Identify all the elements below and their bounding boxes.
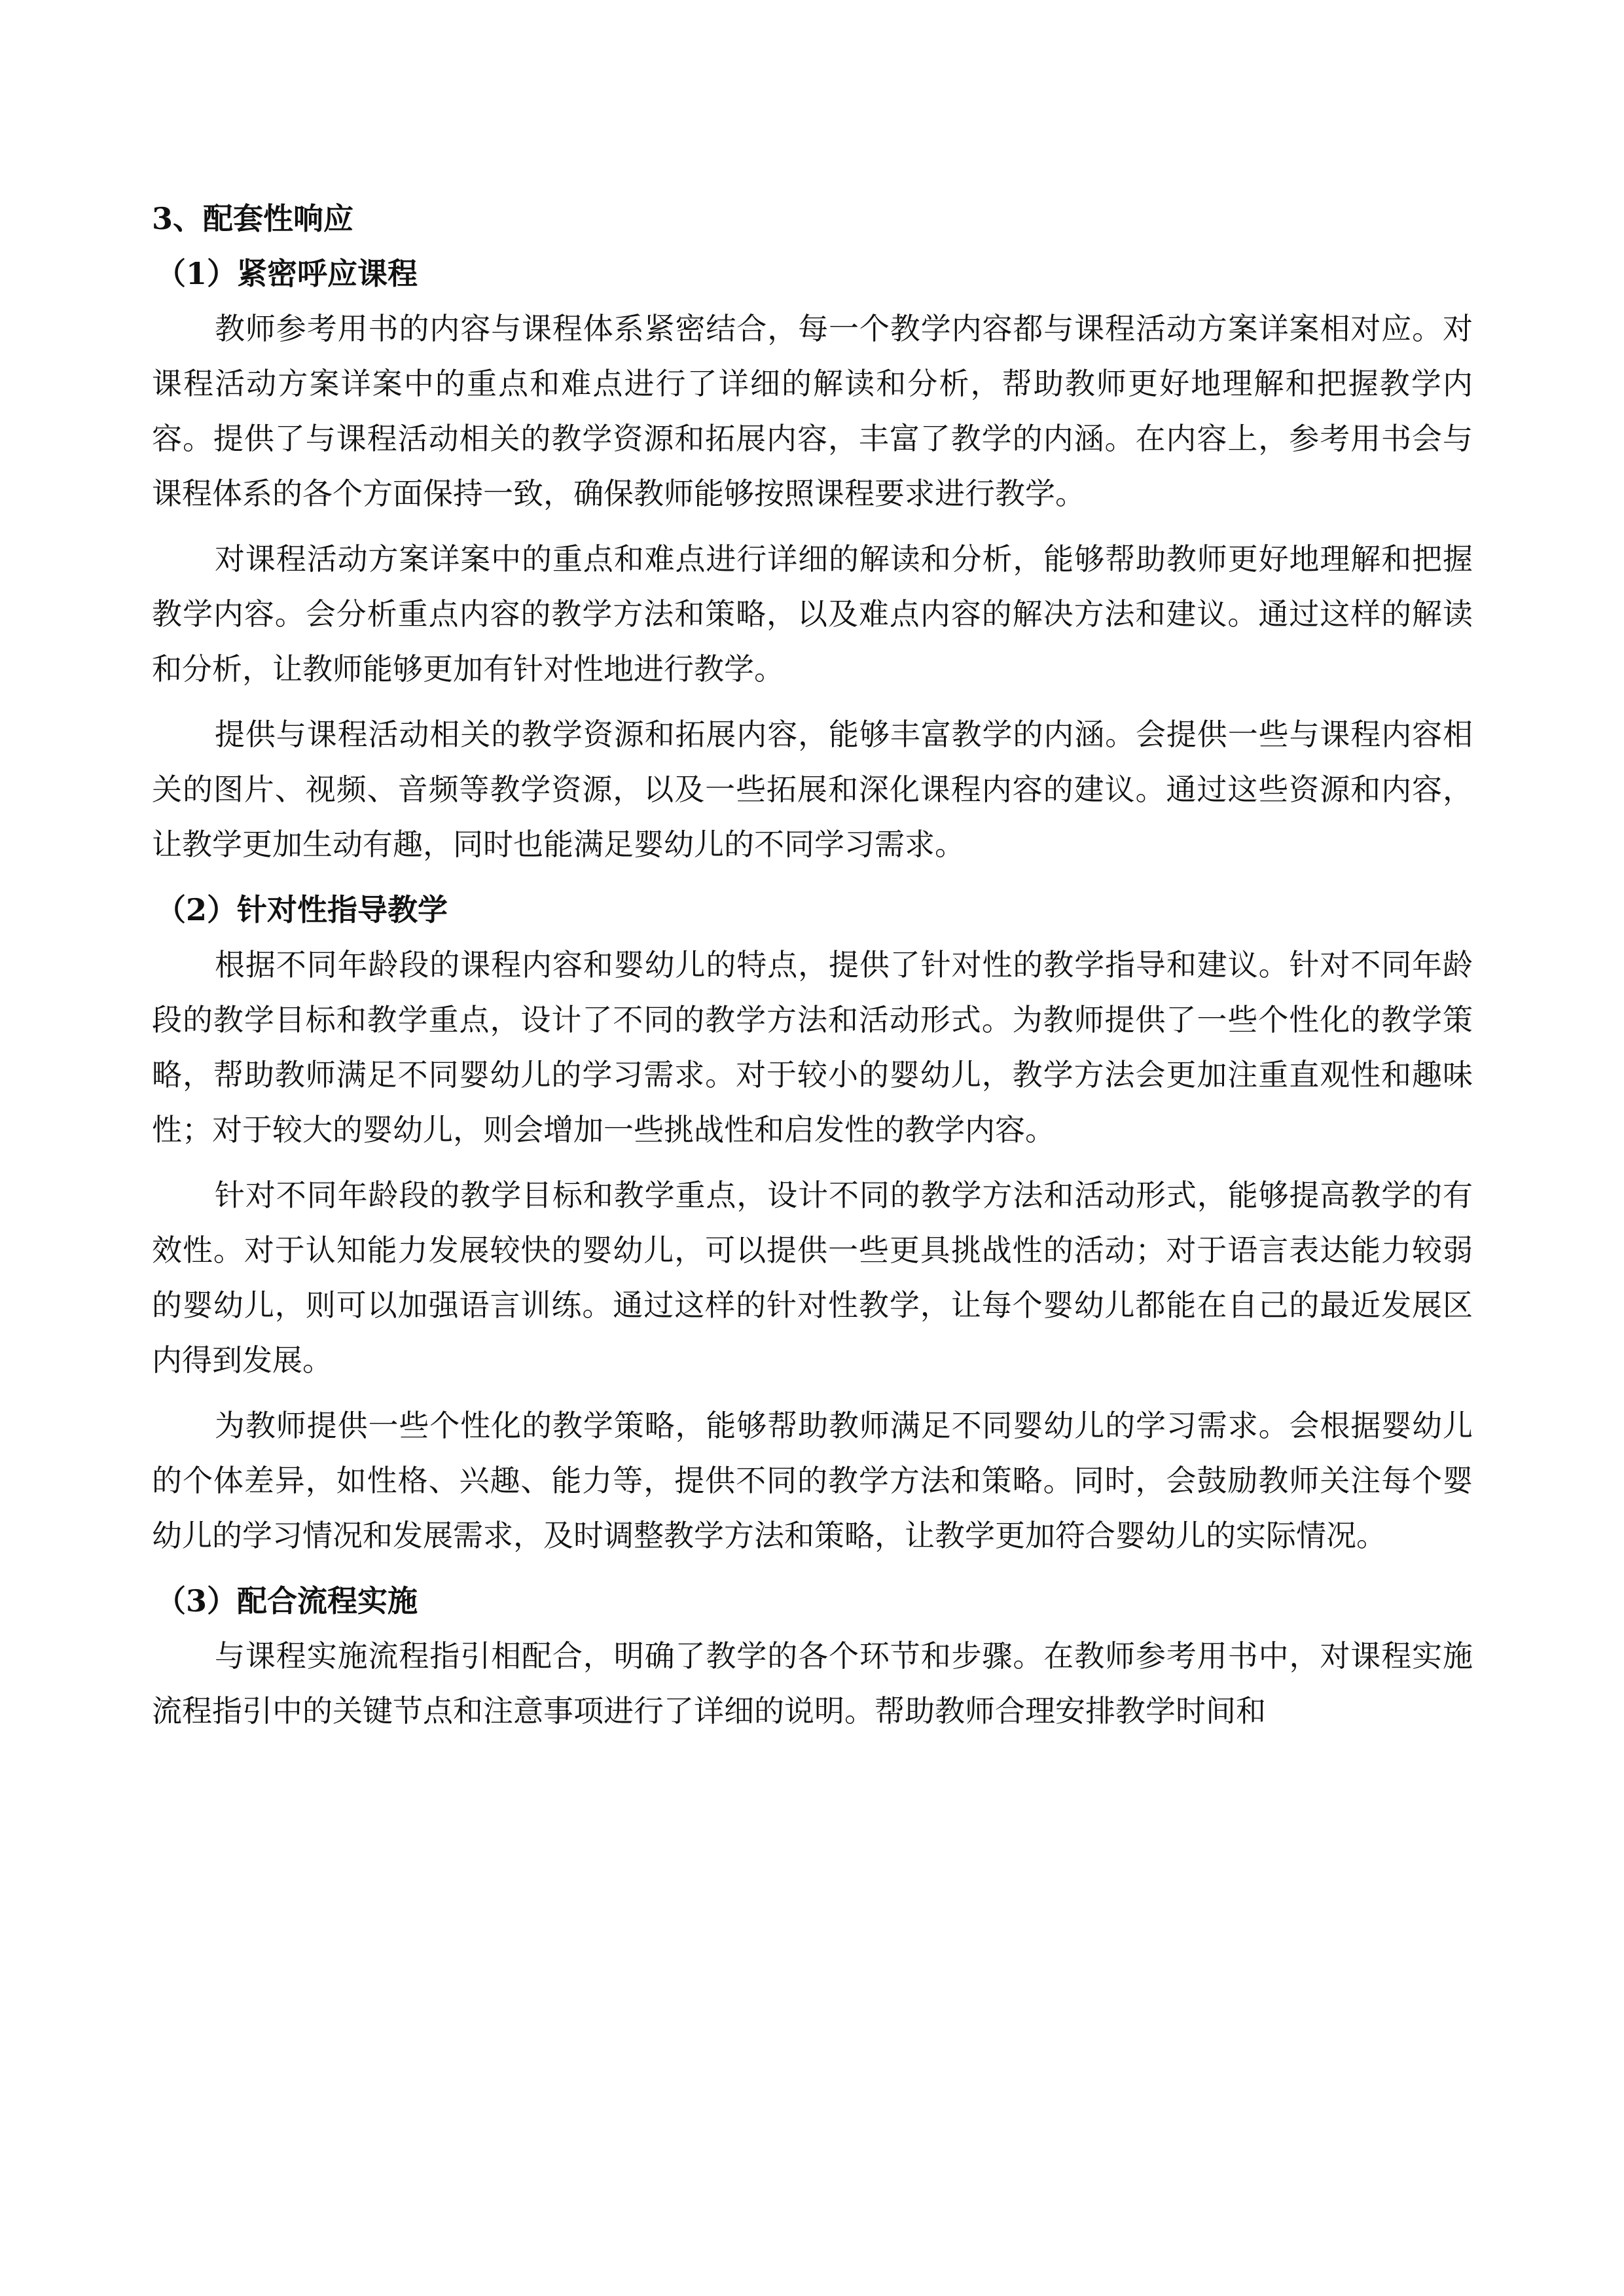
- paragraph: 针对不同年龄段的教学目标和教学重点，设计不同的教学方法和活动形式，能够提高教学的有效性。对于认知能力发展较快的婴幼儿，可以提供一些更具挑战性的活动；对于语言表达能力较弱的婴幼儿，则可以加强语言训练。通过这样的针对性教学，让每个婴幼儿都能在自己的最近发展区内得到发展。: [152, 1177, 1473, 1378]
- paragraph: 根据不同年龄段的课程内容和婴幼儿的特点，提供了针对性的教学指导和建议。针对不同年龄段的教学目标和教学重点，设计了不同的教学方法和活动形式。为教师提供了一些个性化的教学策略，帮助教师满足不同婴幼儿的学习需求。对于较小的婴幼儿，教学方法会更加注重直观性和趣味性；对于较大的婴幼儿，则会增加一些挑战性和启发性的教学内容。: [152, 947, 1473, 1147]
- paragraph: 与课程实施流程指引相配合，明确了教学的各个环节和步骤。在教师参考用书中，对课程实施流程指引中的关键节点和注意事项进行了详细的说明。帮助教师合理安排教学时间和: [152, 1638, 1473, 1729]
- subsection-heading-3: （3）配合流程实施: [156, 1583, 418, 1619]
- page-content: [152, 191, 1473, 1749]
- subsection-heading-1: （1）紧密呼应课程: [156, 256, 418, 291]
- paragraph: 提供与课程活动相关的教学资源和拓展内容，能够丰富教学的内涵。会提供一些与课程内容相关的图片、视频、音频等教学资源，以及一些拓展和深化课程内容的建议。通过这些资源和内容，让教学更加生动有趣，同时也能满足婴幼儿的不同学习需求。: [152, 717, 1473, 862]
- paragraph: 对课程活动方案详案中的重点和难点进行详细的解读和分析，能够帮助教师更好地理解和把握教学内容。会分析重点内容的教学方法和策略，以及难点内容的解决方法和建议。通过这样的解读和分析，让教师能够更加有针对性地进行教学。: [152, 541, 1473, 687]
- subsection-heading-2: （2）针对性指导教学: [156, 892, 448, 927]
- section-heading: 3、配套性响应: [152, 201, 354, 236]
- paragraph: 为教师提供一些个性化的教学策略，能够帮助教师满足不同婴幼儿的学习需求。会根据婴幼儿的个体差异，如性格、兴趣、能力等，提供不同的教学方法和策略。同时，会鼓励教师关注每个婴幼儿的学习情况和发展需求，及时调整教学方法和策略，让教学更加符合婴幼儿的实际情况。: [152, 1408, 1473, 1553]
- paragraph: 教师参考用书的内容与课程体系紧密结合，每一个教学内容都与课程活动方案详案相对应。对课程活动方案详案中的重点和难点进行了详细的解读和分析，帮助教师更好地理解和把握教学内容。提供了与课程活动相关的教学资源和拓展内容，丰富了教学的内涵。在内容上，参考用书会与课程体系的各个方面保持一致，确保教师能够按照课程要求进行教学。: [152, 311, 1473, 511]
